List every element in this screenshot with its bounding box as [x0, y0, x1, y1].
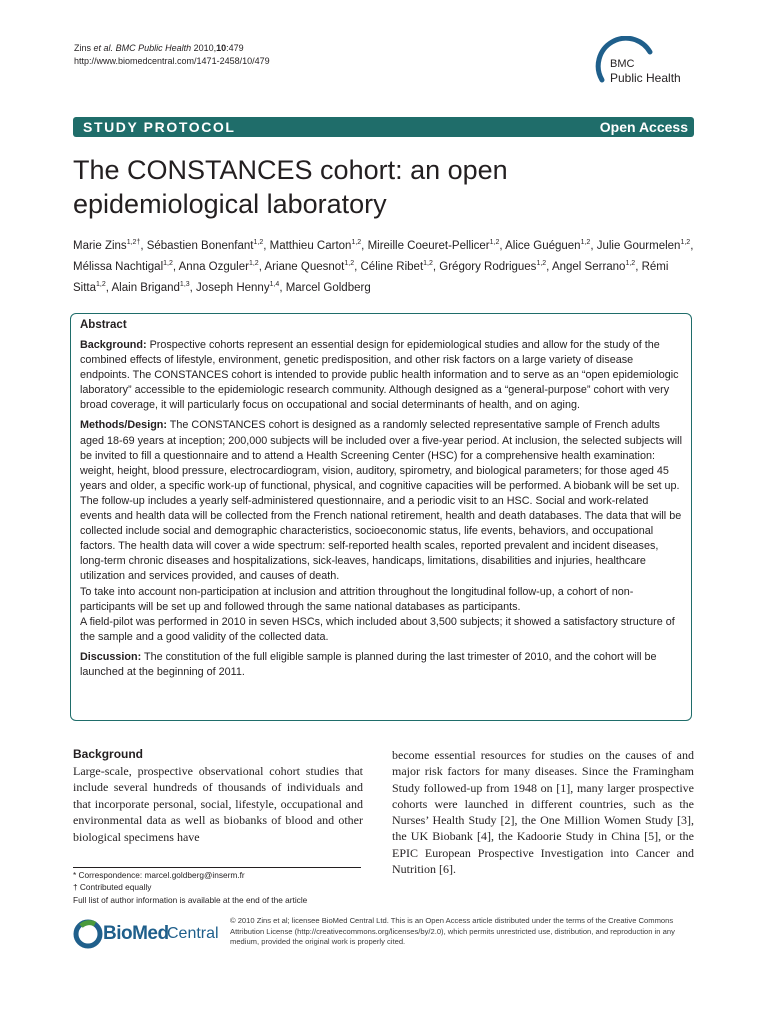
journal-logo-arc-icon — [588, 36, 708, 100]
author-name: Alice Guéguen — [505, 239, 581, 252]
footnotes — [73, 869, 307, 906]
author-name: Julie Gourmelen — [596, 239, 681, 252]
journal-logo — [588, 36, 708, 100]
citation-volume: 10 — [216, 43, 227, 53]
open-access-label: Open Access — [599, 119, 688, 135]
publisher-logo-bio: BioMed — [103, 923, 169, 944]
citation-block — [74, 42, 270, 68]
author-name: Matthieu Carton — [269, 239, 352, 252]
article-url[interactable]: http://www.biomedcentral.com/1471-2458/10/479 — [74, 56, 270, 66]
author-name: Joseph Henny — [196, 281, 270, 294]
author-affiliation: 1,3 — [179, 280, 190, 288]
author-affiliation: 1,2 — [625, 259, 636, 267]
citation-author: Zins — [74, 43, 92, 53]
body-column-right: become essential resources for studies on the causes of and major risk factors for many diseases. Since the Framingham Study followed-up from 1948 on [1], many larger prospective cohorts were launched in different countries, such as the Nurses’ Health Study [2], the One Million Women Study [3], the UK Biobank [4], the Kadoorie Study in China [5], or the EPIC European Prospective Investigation into Cancer and Nutrition [6]. — [392, 748, 694, 877]
article-title: The CONSTANCES cohort: an open epidemiological laboratory — [73, 155, 508, 219]
section-heading-background: Background — [73, 747, 144, 761]
abstract-background — [80, 338, 682, 413]
abstract-heading: Abstract — [80, 319, 127, 331]
author-affiliation: 1,2 — [344, 259, 355, 267]
author-affiliation: 1,2 — [96, 280, 106, 288]
article-type: STUDY PROTOCOL — [83, 119, 236, 135]
author-name: Angel Serrano — [551, 260, 626, 273]
footnote-author-info: Full list of author information is available at the end of the article — [73, 894, 308, 905]
author-list: Marie Zins$^{1,2\dagger}$, Sébastien Bonenfant$^{1,2}$, Matthieu Carton$^{1,2}$, Mireille Coeuret-Pellicer$^{1,2}$, Alice Guéguen$^{1,2}$, Julie Gourmelen$^{1,2}$, Mélissa Nachtigal$^{1,2}$, Anna Ozguler$^{1,2}$, Ariane Quesnot$^{1,2}$, Céline Ribet$^{1,2}$, Grégory Rodrigues$^{1,2}$, Angel Serrano$^{1,2}$, Rémi Sitta$^{1,2}$, Alain Brigand$^{1,3}$, Joseph Henny$^{1,4}$, Marcel Goldberg — [73, 239, 694, 294]
author-affiliation: 1,2 — [351, 239, 362, 246]
abstract-methods-text: The CONSTANCES cohort is designed as a randomly selected representative sample of French adults aged 18-69 years at inception; 200,000 subjects will be included over a five-year period. At inclusion, the selected subjects will be invited to fill a questionnaire and to attend a Health Screening Center (HSC) for a comprehensive health examination: weight, height, blood pressure, electrocardiogram, vision, auditory, spirometry, and biological parameters; for those aged 45 years and older, a specific work-up of functional, physical, and cognitive capacities will be performed. A biobank will be set up. The follow-up includes a yearly self-administered questionnaire, and a periodic visit to an HSC. Social and work-related events and health data will be collected from the French national retirement, health and death databases. The data that will be collected include social and demographic characteristics, socioeconomic status, life events, behaviors, and occupational factors. The health data will cover a wide spectrum: self-reported health scales, reported prevalent and incident diseases, long-term chronic diseases and hospitalizations, sick-leaves, handicaps, limitations, disabilities and injuries, healthcare utilization and services provided, and causes of death. — [80, 419, 682, 583]
body-column-left: Large-scale, prospective observational cohort studies that include several hundreds of thousands of individuals and that incorporate personal, social, lifestyle, occupational and environmental data as well as biobanks of blood and other biological specimens have — [73, 764, 363, 844]
abstract-background-label: Background: — [80, 339, 147, 351]
citation-line — [74, 42, 270, 55]
citation-page: :479 — [226, 43, 244, 53]
publisher-logo — [73, 918, 233, 950]
citation-etal: et al. — [93, 43, 114, 53]
footnote-contributed: † Contributed equally — [73, 882, 152, 893]
abstract-discussion-text: The constitution of the full eligible sample is planned during the last trimester of 2010, and the cohort will be launched at the beginning of 2011. — [80, 650, 657, 678]
author-affiliation: 1,2 — [489, 239, 500, 246]
author-name: Alain Brigand — [111, 281, 180, 294]
journal-logo-line2: Public Health — [610, 71, 681, 85]
author-affiliation: 1,2 — [163, 259, 173, 267]
publisher-logo-ring-icon — [73, 918, 103, 950]
author-name: Rémi Sitta — [73, 260, 669, 294]
author-affiliation: 1,2 — [253, 239, 264, 246]
footnote-correspondence: * Correspondence: marcel.goldberg@inserm.fr — [73, 870, 245, 880]
publisher-logo-central: Central — [167, 925, 219, 942]
author-affiliation: 1,2 — [248, 259, 259, 267]
abstract-methods-paragraph-3: A field-pilot was performed in 2010 in seven HSCs, which included about 3,500 subjects; it showed a satisfactory structure of the sample and a good validity of the collected data. — [80, 615, 675, 643]
author-affiliation: 1,2† — [126, 239, 141, 246]
author-name: Grégory Rodrigues — [439, 260, 537, 273]
abstract-discussion-label: Discussion: — [80, 650, 142, 663]
author-affiliation: 1,2 — [536, 259, 547, 267]
abstract-box — [70, 313, 692, 721]
author-affiliation: 1,2 — [423, 259, 433, 267]
author-name: Mélissa Nachtigal — [73, 260, 164, 273]
citation-year: 2010, — [193, 43, 217, 53]
author-affiliation: 1,2 — [680, 239, 691, 246]
author-name: Sébastien Bonenfant — [146, 239, 254, 252]
author-affiliation: 1,4 — [269, 280, 280, 288]
author-affiliation: 1,2 — [580, 239, 591, 246]
footnote-divider — [73, 867, 361, 868]
author-name: Marie Zins — [73, 239, 127, 252]
author-name: Mireille Coeuret-Pellicer — [367, 239, 490, 252]
author-name: Marcel Goldberg — [285, 281, 371, 294]
journal-logo-line1: BMC — [610, 58, 635, 70]
abstract-methods-label: Methods/Design: — [80, 419, 167, 432]
abstract-background-text: Prospective cohorts represent an essential design for epidemiological studies and allow for the study of the combined effects of lifestyle, environment, genetic predisposition, and other risk factors on a large variety of disease endpoints. The CONSTANCES cohort is intended to provide public health information and to serve as an “open epidemiologic laboratory” accessible to the epidemiologic research community. Although designed as a “general-purpose” cohort with very broad coverage, it will particularly focus on occupational and social determinants of health, and on aging. — [80, 339, 679, 412]
article-type-banner — [73, 117, 694, 137]
author-name: Ariane Quesnot — [264, 260, 345, 273]
abstract-methods — [80, 418, 682, 584]
author-name: Anna Ozguler — [178, 260, 249, 273]
citation-journal: BMC Public Health — [115, 43, 192, 53]
author-name: Céline Ribet — [360, 260, 424, 273]
abstract-discussion — [80, 650, 682, 680]
abstract-methods-paragraph-2: To take into account non-participation at inclusion and attrition throughout the longitudinal follow-up, a cohort of non-participants will be set up and followed through the same national databases as participants. — [80, 585, 634, 613]
license-statement: © 2010 Zins et al; licensee BioMed Central Ltd. This is an Open Access article distributed under the terms of the Creative Commons Attribution License (http://creativecommons.org/licenses/by/2.0), which permits unrestricted use, distribution, and reproduction in any medium, provided the original work is properly cited. — [230, 916, 675, 947]
